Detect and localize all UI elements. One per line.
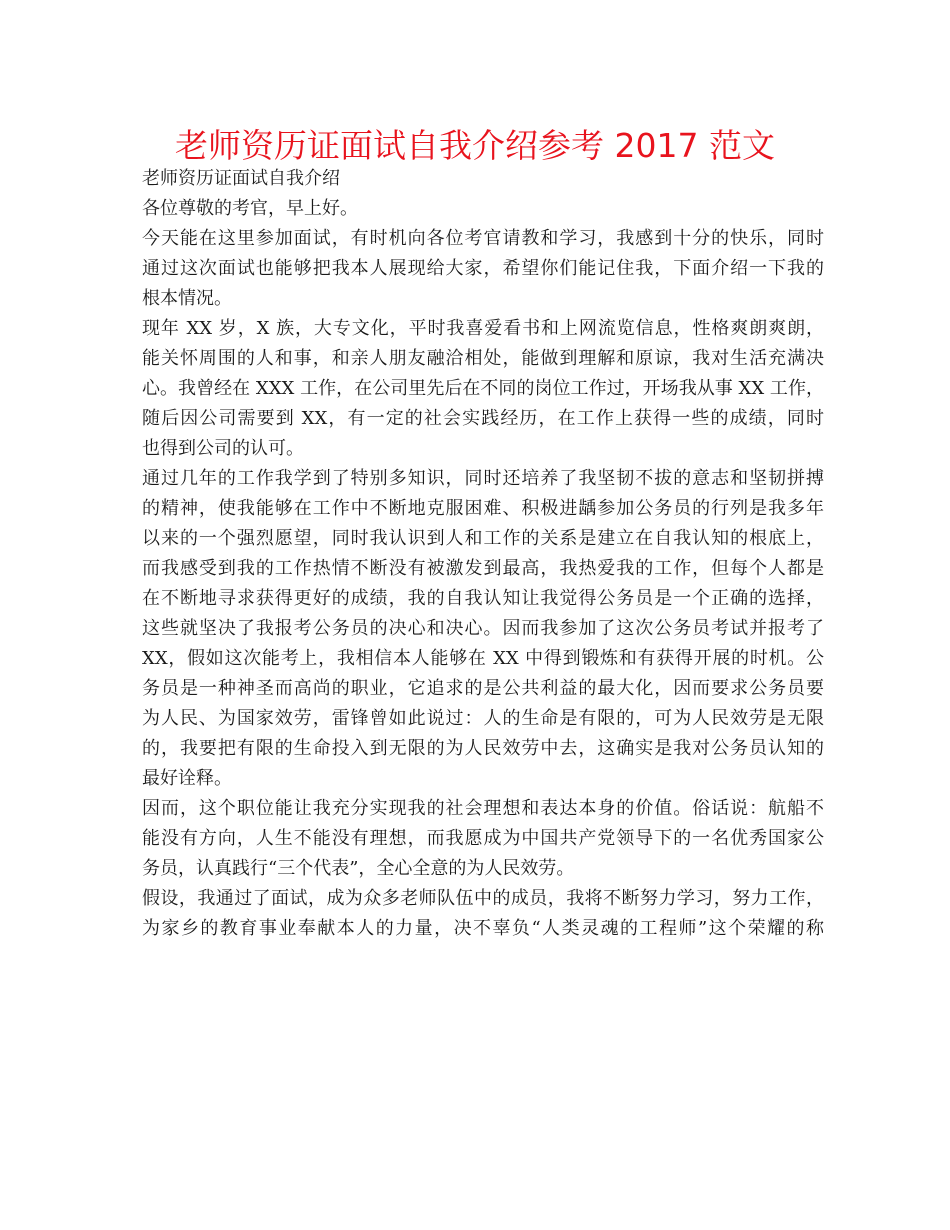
- text-line: 而我感受到我的工作热情不断没有被激发到最高，我热爱我的工作，但每个人都是: [142, 558, 824, 579]
- document-body: [142, 164, 824, 944]
- text-line: 现年 XX 岁，X 族，大专文化，平时我喜爱看书和上网流览信息，性格爽朗爽朗，: [142, 318, 824, 339]
- text-line: 各位尊敬的考官，早上好。: [142, 198, 358, 219]
- text-line: 今天能在这里参加面试，有时机向各位考官请教和学习，我感到十分的快乐，同时: [142, 228, 824, 249]
- text-line: 能关怀周围的人和事，和亲人朋友融洽相处，能做到理解和原谅，我对生活充满决: [142, 348, 824, 369]
- text-line: 通过这次面试也能够把我本人展现给大家，希望你们能记住我，下面介绍一下我的: [142, 258, 824, 279]
- document-title: 老师资历证面试自我介绍参考 2017 范文: [175, 126, 775, 165]
- text-line: 假设，我通过了面试，成为众多老师队伍中的成员，我将不断努力学习，努力工作，: [142, 888, 824, 909]
- text-line: 老师资历证面试自我介绍: [142, 168, 340, 189]
- text-line: 通过几年的工作我学到了特别多知识，同时还培养了我坚韧不拔的意志和坚韧拼搏: [142, 468, 824, 489]
- text-line: 心。我曾经在 XXX 工作，在公司里先后在不同的岗位工作过，开场我从事 XX 工作，: [142, 378, 824, 399]
- text-line: 为家乡的教育事业奉献本人的力量，决不辜负“人类灵魂的工程师”这个荣耀的称: [142, 918, 824, 939]
- text-line: 的精神，使我能够在工作中不断地克服困难、积极进龋参加公务员的行列是我多年: [142, 498, 824, 519]
- text-line: 最好诠释。: [142, 768, 232, 789]
- text-line: 为人民、为国家效劳，雷锋曾如此说过：人的生命是有限的，可为人民效劳是无限: [142, 708, 824, 729]
- text-line: 的，我要把有限的生命投入到无限的为人民效劳中去，这确实是我对公务员认知的: [142, 738, 824, 759]
- text-line: 随后因公司需要到 XX，有一定的社会实践经历，在工作上获得一些的成绩，同时: [142, 408, 824, 429]
- text-line: XX，假如这次能考上，我相信本人能够在 XX 中得到锻炼和有获得开展的时机。公: [142, 648, 824, 669]
- text-line: 务员，认真践行“三个代表”，全心全意的为人民效劳。: [142, 858, 575, 879]
- text-line: 在不断地寻求获得更好的成绩，我的自我认知让我觉得公务员是一个正确的选择，: [142, 588, 824, 609]
- text-line: 根本情况。: [142, 288, 232, 309]
- text-line: 务员是一种神圣而高尚的职业，它追求的是公共利益的最大化，因而要求公务员要: [142, 678, 824, 699]
- text-line: 这些就坚决了我报考公务员的决心和决心。因而我参加了这次公务员考试并报考了: [142, 618, 824, 639]
- text-line: 以来的一个强烈愿望，同时我认识到人和工作的关系是建立在自我认知的根底上，: [142, 528, 824, 549]
- text-line: 能没有方向，人生不能没有理想，而我愿成为中国共产党领导下的一名优秀国家公: [142, 828, 824, 849]
- text-line: 也得到公司的认可。: [142, 438, 304, 459]
- text-line: 因而，这个职位能让我充分实现我的社会理想和表达本身的价值。俗话说：航船不: [142, 798, 824, 819]
